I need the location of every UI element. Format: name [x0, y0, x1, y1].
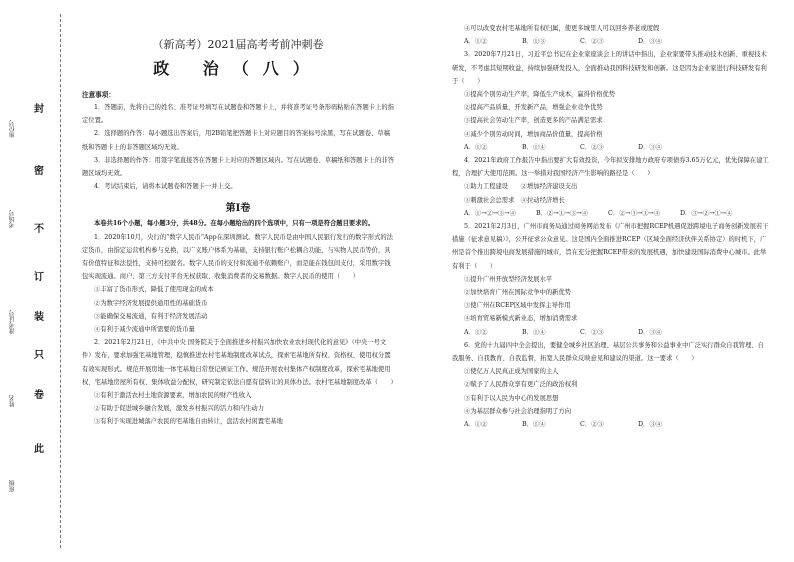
seal-char: 只: [34, 350, 44, 361]
question-6-option: ①使亿万人民真正成为国家的主人: [464, 368, 559, 376]
answer-choice: B．②→①→③→④: [536, 209, 588, 217]
question-3-option: ③提高社会劳动生产率，创造更多的产品满足需求: [464, 117, 603, 125]
question-5-stem: 5．2021年2月3日，广州市商务局通过商务网站发布《广州市把握RCEP机遇促进跨境电子商务创新发展若干措施（征求意见稿）》，公开征求公众意见。这是国内全面推进RCEP（区域全面经济伙伴关系协定）的时机下，广州是首个推出跨境电商发展措施的城市，旨在充分把握RCEP带来的发展机遇，加快建设国际消费中心城市。此举有利于（ ）: [452, 223, 769, 270]
seal-char: 封: [34, 104, 44, 115]
question-2-option: ④可以改变农村宅基地所有权归属，使更多城里人可以回乡养老或度假: [464, 25, 660, 32]
answer-choice: D．③④: [638, 328, 662, 336]
left-column: [82, 26, 397, 429]
question-1-option: ④有利于减少流通中所需要的货币量: [94, 326, 195, 334]
notice-item: 4．考试结束后，请将本试题卷和答题卡一并上交。: [94, 183, 237, 191]
question-5-option: ①提升广州开放型经济发展水平: [464, 275, 553, 283]
question-4-answers: [452, 207, 770, 220]
question-2-answers: [452, 35, 770, 48]
question-6-stem: 6．党的十九届四中全会提出，要健全城乡社区治理、基层公共事务和公益事业中广泛实行群众自我管理、自我服务、自我教育、自我监督，拓宽人民群众反映意见和建议的渠道。这一要求（ ）: [452, 341, 764, 363]
answer-choice: B．①③: [522, 38, 546, 46]
question-5-answers: [452, 326, 770, 339]
question-2-option: ②有助于促进城乡融合发展，激发乡村振兴的活力和内生动力: [94, 405, 265, 413]
paper-title: 政 治（八）: [153, 59, 323, 78]
question-1-option: ②为数字经济发展提供通用性的基础货币: [94, 299, 208, 307]
seal-char: 装: [34, 312, 44, 323]
class-field: 班级: [9, 480, 16, 492]
answer-choice: C．②③: [580, 421, 604, 429]
question-3-answers: [452, 141, 770, 154]
name-field: 姓名: [9, 395, 16, 407]
answer-choice: C．②③: [580, 328, 604, 336]
question-2-option: ①有利于激活农村土地资源要素，增加农民的财产性收入: [94, 392, 252, 400]
answer-choice: C．②→③→①→④: [608, 209, 661, 217]
notice-item: 3．非选择题的作答：用签字笔直接答在答题卡上对应的答题区域内。写在试题卷、草稿纸和答题卡上的非答题区域均无效。: [82, 156, 394, 178]
question-3-option: ①提高个别劳动生产率，降低生产成本，赢得价格优势: [464, 91, 616, 99]
answer-choice: B．①④: [522, 421, 546, 429]
answer-choice: A．①②: [464, 421, 488, 429]
question-2-option: ③有利于实现进城落户农民的宅基地自由转让，盘活农村闲置宅基地: [94, 418, 283, 426]
answer-choice: B．①④: [522, 143, 546, 151]
answer-choice: C．②③: [580, 38, 604, 46]
question-6-answers: [452, 418, 770, 431]
question-3-stem: 3．2020年7月21日，习近平总书记在企业家座谈会上的讲话中指出，企业家要带头推动技术创新、重视技术研发，不考虑其短期收益，持续加强研发投入，全面推动我国科技研发和创新。这是因为企业家进行科技研发有利于（ ）: [452, 51, 767, 85]
answer-choice: C．②③: [580, 143, 604, 151]
question-2-stem: 2．2021年2月21日，《中共中央 国务院关于全面推进乡村振兴加快农业农村现代化的意见》（中央一号文件）发布，要求加强宅基地管理，稳慎推进农村宅基地制度改革试点，探索宅基地所有权、资格权、使用权分置有效实现形式。规范开展房地一体宅基地日常登记颁证工作。规范开展农村集体产权制度改革，探索宅基地使用权、宅基地房屋所有权、集体收益分配权，研究制定依法自愿有偿转让的具体办法。农村宅基地制度改革（ ）: [82, 339, 397, 386]
answer-choice: B．①④: [522, 328, 546, 336]
binding-gutter: [0, 0, 60, 562]
answer-choice: A．①→②→③→④: [464, 209, 516, 217]
notice-item: 2．选择题的作答：每小题选出答案后，用2B铅笔把答题卡上对应题目的答案标号涂黑，写在试题卷、草稿纸和答题卡上的非答题区域均无效。: [82, 130, 390, 151]
notice-item: 1．答题前，先将自己的姓名、准考证号填写在试题卷和答题卡上，并将准考证号条形码粘贴在答题卡上的指定位置。: [82, 104, 394, 125]
exam-room-field: 考场号: [9, 210, 16, 228]
question-1-stem: 1．2020年10月，央行的“数字人民币”App在深圳测试。数字人民币是由中国人民银行发行的数字形式的法定货币，由指定运营机构参与兑换，以广义账户体系为基础，支持银行账户松耦合功能，与实物人民币等价，具有价值特征和法偿性，支持可控匿名。数字人民币的支付和流通不依赖账户，而是能在钱包间支付，采用数字钱包实现流通。商户、第三方支付平台无权获取、收集消费者的交易数据。数字人民币的使用（ ）: [82, 233, 393, 281]
question-1-option: ③能确保交易流通，有利于经济发展活动: [94, 312, 208, 320]
question-3-option: ②提高产品质量，开发新产品，增强企业竞争优势: [464, 104, 603, 112]
seal-char: 订: [34, 272, 44, 283]
question-5-option: ④培育贸易新模式新业态，增加消费需求: [464, 315, 578, 323]
answer-choice: A．①②: [464, 38, 488, 46]
question-6-option: ③有利于以人民为中心的发展思想: [464, 394, 559, 402]
question-6-option: ④为基层群众参与社会治理指明了方向: [464, 407, 572, 415]
answer-choice: D．③④: [638, 421, 662, 429]
question-4-option: ③刺激社会总需求 ④拉动经济增长: [464, 196, 565, 204]
question-3-option: ④减少个别劳动时间，增加商品价值量，提高价格: [464, 130, 603, 138]
seal-char: 不: [34, 224, 44, 235]
answer-choice: D．③④: [638, 38, 662, 46]
section-title: 第Ⅰ卷: [225, 203, 251, 215]
seal-char: 卷: [34, 390, 44, 401]
question-5-option: ②加快培育广州在国际竞争中的新优势: [464, 289, 572, 297]
exam-series-title: （新高考）2021届高考考前冲刺卷: [152, 38, 324, 51]
seal-char: 密: [34, 166, 44, 177]
answer-choice: A．①②: [464, 328, 488, 336]
section-instruction: 本卷共16个小题，每小题3分，共48分。在每小题给出的四个选项中，只有一项是符合题目要求的。: [94, 220, 375, 228]
question-4-stem: 4．2021年政府工作报告中指出要扩大有效投资，今年拟安排地方政府专项债券3.65万亿元，优先保障在建工程，合理扩大使用范围。这一举措对我国经济产生影响的路径是（ ）: [452, 157, 769, 178]
binding-dashed-line: [60, 14, 61, 548]
seal-char: 此: [34, 444, 44, 455]
question-1-option: ①丰富了货币形式，降低了使用现金的成本: [94, 286, 214, 294]
answer-choice: D．③④: [638, 143, 662, 151]
question-6-option: ②赋予了人民群众享有更广泛的政治权利: [464, 381, 578, 389]
notice-heading: 注意事项：: [82, 91, 115, 99]
right-column: [452, 22, 770, 431]
answer-choice: A．①②: [464, 143, 488, 151]
answer-choice: D．③→②→①→④: [680, 209, 733, 217]
question-4-option: ①助力工程建设 ②增加经济建设支出: [464, 183, 578, 191]
question-5-option: ③使广州在RCEP区域中发挥主导作用: [464, 302, 571, 310]
seat-number-field: 座位号: [9, 120, 16, 138]
admission-ticket-field: 准考证号: [9, 310, 16, 334]
